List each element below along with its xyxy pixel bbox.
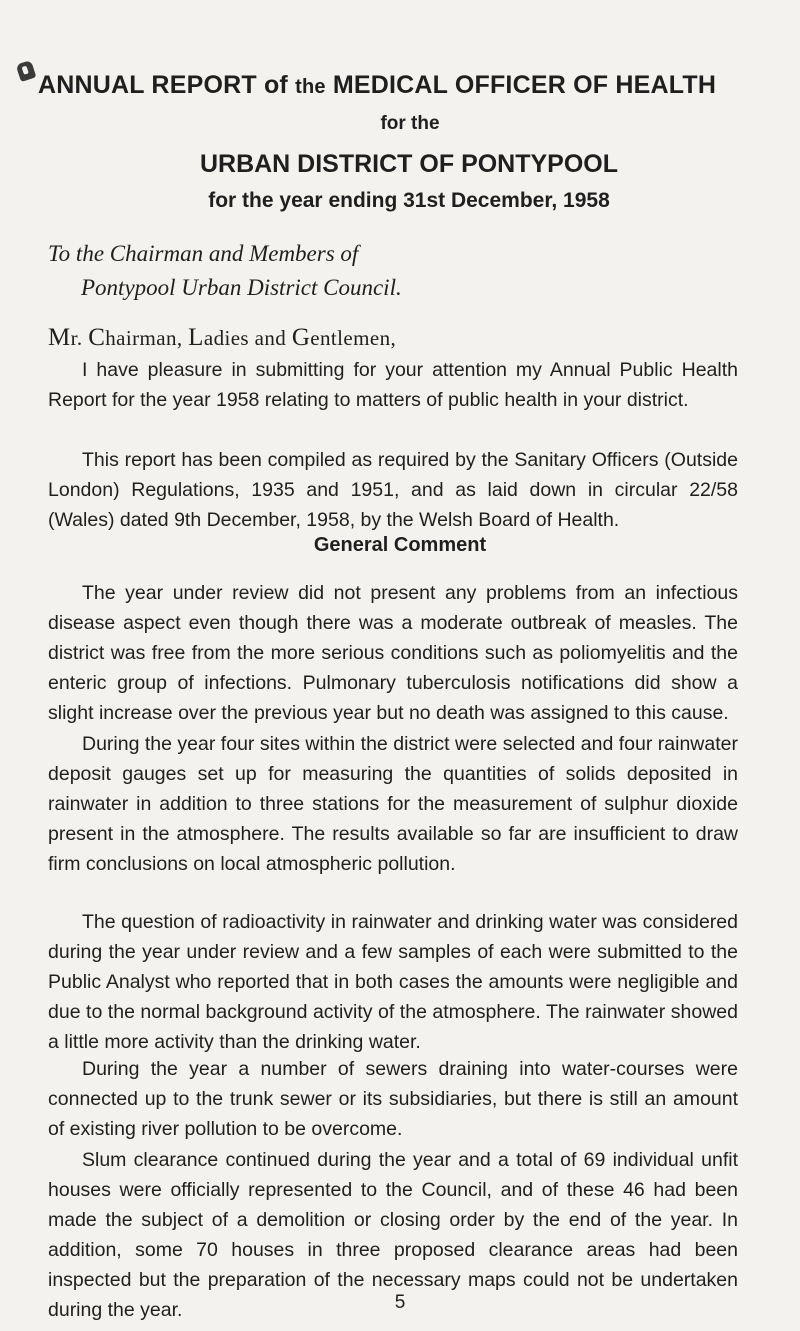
salutation-entlemen: entlemen, xyxy=(310,326,397,350)
section-title-general-comment: General Comment xyxy=(313,534,487,556)
paragraph-infectious-disease: The year under review did not present any problems from an infectious disease aspect even though there was a moderate outbreak of measles. The district was free from the more serious conditions such as poliomyelitis and the enteric group of infections. Pulmonary tuberculosis notifications did show a slight increase over the previous year but no death was assigned to this cause. xyxy=(48,582,738,724)
title-main: MEDICAL OFFICER OF HEALTH xyxy=(332,71,717,99)
page-number: 5 xyxy=(394,1292,406,1313)
district-title: URBAN DISTRICT OF PONTYPOOL xyxy=(199,150,619,178)
paragraph-atmospheric-pollution: During the year four sites within the district were selected and four rainwater deposit gauges set up for measuring the quantities of solids deposited in rainwater in addition to three stations for the measurement of sulphur dioxide present in the atmosphere. The results available so far are insufficient to draw firm conclusions on local atmospheric pollution. xyxy=(48,733,738,875)
year-ending-line: for the year ending 31st December, 1958 xyxy=(208,189,610,212)
paragraph-sewers: During the year a number of sewers draining into water-courses were connected up to the trunk sewer or its subsidiaries, but there is still an amount of existing river pollution to be overcome. xyxy=(48,1058,738,1140)
paragraph-radioactivity: The question of radioactivity in rainwater and drinking water was considered during the year under review and a few samples of each were submitted to the Public Analyst who reported that in both cases the amounts were negligible and due to the normal background activity of the atmosphere. The rainwater showed a little more activity than the drinking water. xyxy=(48,911,738,1053)
salutation-l: L xyxy=(188,324,204,351)
title-prefix: ANNUAL REPORT of xyxy=(38,71,288,99)
address-line-1: To the Chairman and Members of xyxy=(48,241,359,266)
salutation-hairman: hairman, xyxy=(105,326,189,350)
report-title xyxy=(38,71,798,100)
salutation-adies: adies and xyxy=(203,326,292,350)
title-the: the xyxy=(295,76,326,98)
paragraph-compilation: This report has been compiled as required by the Sanitary Officers (Outside London) Regulations, 1935 and 1951, and as laid down in circular 22/58 (Wales) dated 9th December, 1958, by the Welsh Board of Health. xyxy=(48,449,738,531)
salutation-r: r. xyxy=(70,326,89,350)
salutation-m: M xyxy=(48,324,71,351)
salutation xyxy=(48,324,396,352)
salutation-c: C xyxy=(88,324,106,351)
stain-mark-icon xyxy=(16,60,37,82)
title-for-the: for the xyxy=(380,113,440,134)
paragraph-slum-clearance: Slum clearance continued during the year and a total of 69 individual unfit houses were officially represented to the Council, and of these 46 had been made the subject of a demolition or closing order by the end of the year. In addition, some 70 houses in three proposed clearance areas had been inspected but the preparation of the necessary maps could not be undertaken during the year. xyxy=(48,1149,738,1321)
salutation-g: G xyxy=(291,324,311,351)
paragraph-submission: I have pleasure in submitting for your attention my Annual Public Health Report for the year 1958 relating to matters of public health in your district. xyxy=(48,359,738,411)
address-line-2: Pontypool Urban District Council. xyxy=(81,275,402,300)
